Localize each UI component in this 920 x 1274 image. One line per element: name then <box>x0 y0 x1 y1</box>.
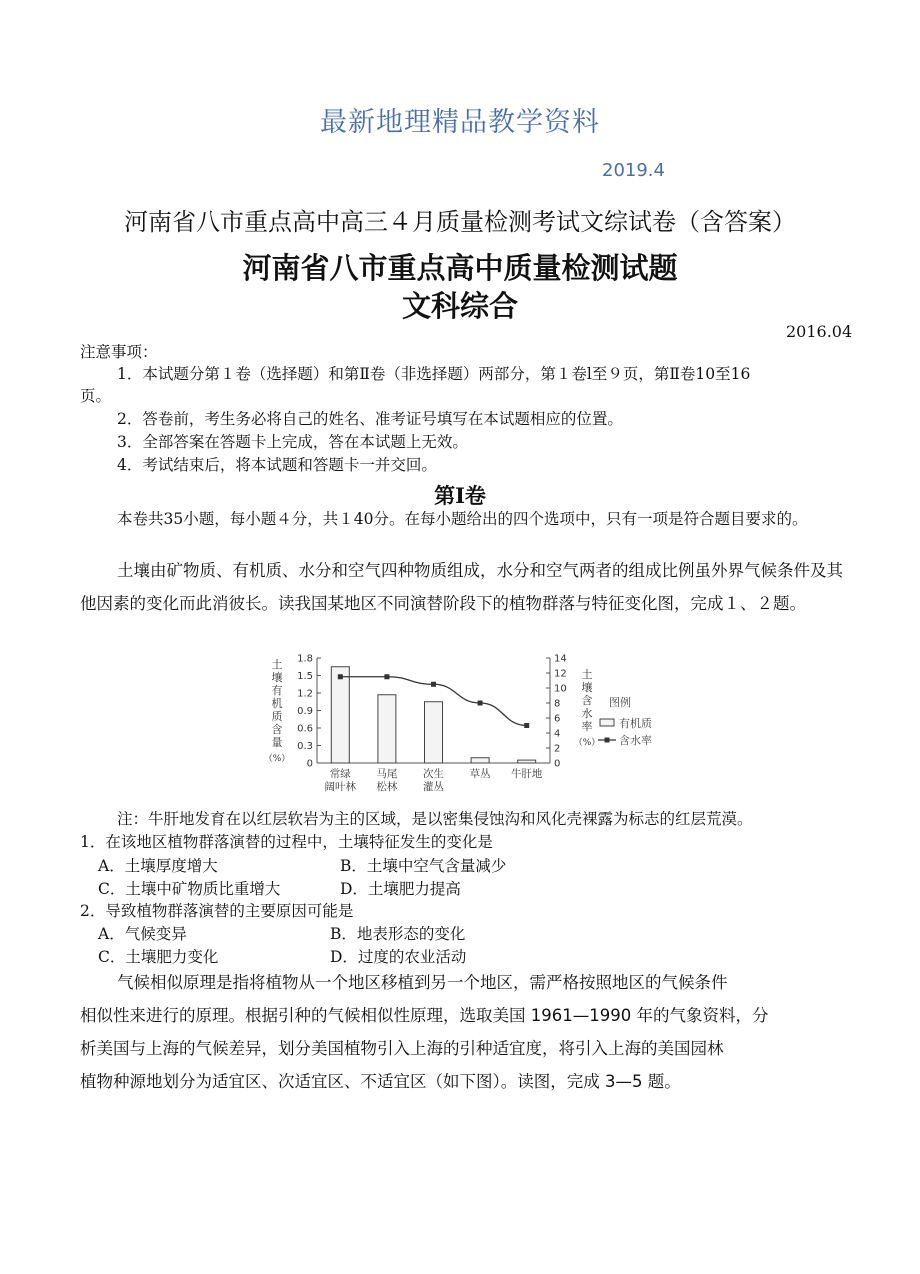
question-2-option-c: C．土壤肥力变化 <box>98 948 219 966</box>
notes-heading: 注意事项： <box>80 343 158 361</box>
x-tick-label: 阔叶林 <box>324 781 357 793</box>
note-item-3: 3．全部答案在答题卡上完成，答在本试题上无效。 <box>117 433 468 451</box>
x-tick-label: 灌丛 <box>423 781 444 793</box>
exam-subject-title: 文科综合 <box>401 289 518 323</box>
y-axis-label-left-char: 土 <box>271 658 283 671</box>
x-tick-label: 马尾 <box>376 768 398 780</box>
y-tick-label-left: 1.5 <box>297 671 313 682</box>
question-2-option-a: A．气候变异 <box>98 925 187 943</box>
note-item-1-continued: 页。 <box>80 387 112 405</box>
y-axis-label-right-char: 率 <box>581 720 593 733</box>
question-1-stem: 1．在该地区植物群落演替的过程中，土壤特征发生的变化是 <box>80 833 493 851</box>
bar-organic-matter <box>331 667 349 763</box>
y-axis-label-right-char: 壤 <box>581 681 593 694</box>
y-tick-label-left: 1.2 <box>297 688 313 700</box>
y-axis-label-left-char: 壤 <box>271 671 283 684</box>
y-tick-label-right: 10 <box>554 683 567 695</box>
y-tick-label-left: 0.9 <box>297 706 313 717</box>
y-axis-label-left-char: 机 <box>271 697 283 710</box>
passage-2-line-3: 析美国与上海的气候差异，划分美国植物引入上海的引种适宜度，将引入上海的美国园林 <box>80 1039 724 1058</box>
y-axis-label-left-char: 有 <box>271 684 283 697</box>
question-1-option-a: A．土壤厚度增大 <box>98 857 218 875</box>
y-tick-label-right: 8 <box>554 698 561 710</box>
bar-organic-matter <box>518 760 536 763</box>
legend-label-water: 含水率 <box>619 734 652 747</box>
passage-2-line-4: 植物种源地划分为适宜区、次适宜区、不适宜区（如下图）。读图，完成 3—5 题。 <box>80 1072 681 1091</box>
point-water-content <box>524 723 529 728</box>
question-1-option-d: D．土壤肥力提高 <box>340 880 461 898</box>
y-axis-label-right-char: 含 <box>581 694 593 707</box>
y-axis-label-left-char: 量 <box>271 736 283 749</box>
point-water-content <box>338 674 343 679</box>
y-tick-label-left: 0.3 <box>297 741 313 752</box>
point-water-content <box>431 682 436 687</box>
note-item-2: 2．答卷前，考生务必将自己的姓名、准考证号填写在本试题相应的位置。 <box>117 410 623 428</box>
x-tick-label: 松林 <box>376 781 398 793</box>
question-2-stem: 2．导致植物群落演替的主要原因可能是 <box>80 902 354 920</box>
y-axis-label-right-char: 土 <box>581 668 593 681</box>
section-title: 第Ⅰ卷 <box>434 483 486 508</box>
y-axis-label-left-char: 含 <box>271 723 283 736</box>
y-tick-label-left: 1.8 <box>297 653 313 665</box>
passage-2-line-1: 气候相似原理是指将植物从一个地区移植到另一个地区，需严格按照地区的气候条件 <box>117 973 728 992</box>
exam-main-title: 河南省八市重点高中质量检测试题 <box>242 251 678 285</box>
passage-2-line-2: 相似性来进行的原理。根据引种的气候相似性原理，选取美国 1961—1990 年的气象资料，分 <box>80 1006 769 1025</box>
y-tick-label-left: 0.6 <box>297 723 313 735</box>
x-tick-label: 常绿 <box>329 768 351 780</box>
y-tick-label-right: 12 <box>554 668 567 680</box>
legend-swatch-bar <box>600 719 614 726</box>
banner-date: 2019.4 <box>602 160 665 181</box>
y-axis-label-left-unit: （%） <box>263 754 291 764</box>
y-tick-label-right: 2 <box>554 743 561 755</box>
x-tick-label: 草丛 <box>469 768 491 780</box>
point-water-content <box>478 701 483 706</box>
y-axis-label-right-unit: （%） <box>573 738 601 748</box>
bar-organic-matter <box>378 695 396 763</box>
exam-date: 2016.04 <box>786 322 853 341</box>
question-2-option-b: B．地表形态的变化 <box>330 925 466 943</box>
legend-title: 图例 <box>609 696 631 709</box>
note-item-4: 4．考试结束后，将本试题和答题卡一并交回。 <box>117 456 437 474</box>
note-item-1: 1．本试题分第１卷（选择题）和第Ⅱ卷（非选择题）两部分，第１卷l至９页，第Ⅱ卷10至16 <box>117 365 751 383</box>
banner-title: 最新地理精品教学资料 <box>320 107 600 138</box>
chart-note: 注：牛肝地发育在以红层软岩为主的区域，是以密集侵蚀沟和风化壳裸露为标志的红层荒漠。 <box>117 810 753 828</box>
document-title: 河南省八市重点高中高三４月质量检测考试文综试卷（含答案） <box>124 208 796 236</box>
question-1-option-b: B．土壤中空气含量减少 <box>340 857 507 875</box>
section-intro: 本卷共35小题，每小题４分，共１40分。在每小题给出的四个选项中，只有一项是符合题目要求的。 <box>117 510 808 528</box>
y-tick-label-left: 0 <box>306 758 313 770</box>
y-tick-label-right: 14 <box>554 653 567 665</box>
question-2-option-d: D．过度的农业活动 <box>330 948 467 966</box>
passage-1: 土壤由矿物质、有机质、水分和空气四种物质组成，水分和空气两者的组成比例虽外界气候条件及其他因素的变化而此消彼长。读我国某地区不同演替阶段下的植物群落与特征变化图，完成１、２题。 <box>80 561 843 613</box>
y-tick-label-right: 6 <box>554 713 561 725</box>
bar-organic-matter <box>425 702 443 763</box>
vegetation-soil-chart <box>255 648 675 802</box>
legend-label-organic: 有机质 <box>619 717 652 730</box>
question-1-option-c: C．土壤中矿物质比重增大 <box>98 880 281 898</box>
x-tick-label: 牛肝地 <box>510 768 543 780</box>
y-axis-label-right-char: 水 <box>581 707 593 720</box>
bar-organic-matter <box>471 758 489 763</box>
x-tick-label: 次生 <box>423 768 444 780</box>
chart-svg <box>255 648 675 798</box>
legend-swatch-point <box>605 738 610 743</box>
y-tick-label-right: 0 <box>554 758 561 770</box>
y-axis-label-left-char: 质 <box>271 710 283 723</box>
point-water-content <box>384 674 389 679</box>
y-tick-label-right: 4 <box>554 728 561 740</box>
